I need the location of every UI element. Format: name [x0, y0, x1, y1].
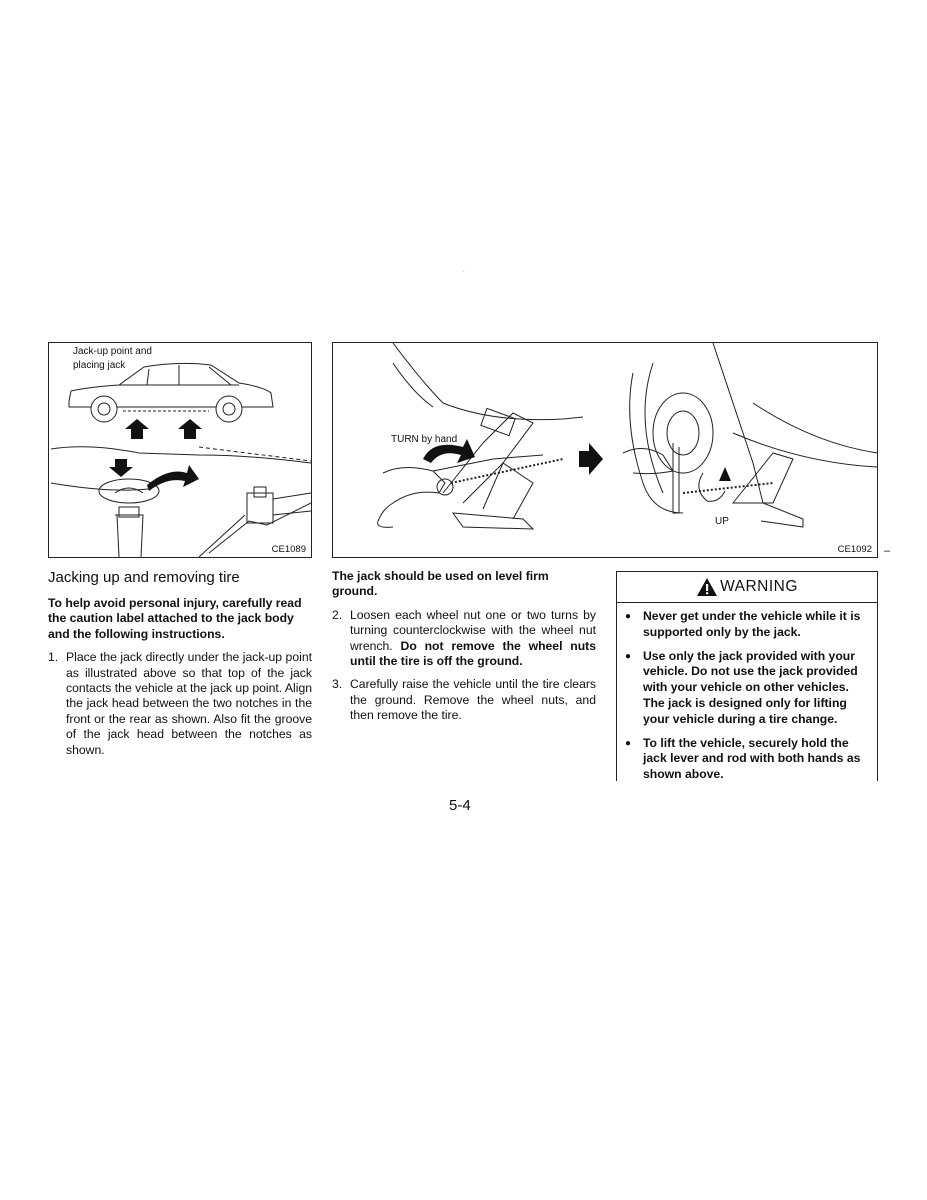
figure-raising-vehicle [332, 342, 878, 558]
bullet-icon: ● [625, 611, 632, 622]
warning-list [617, 603, 877, 783]
column-left [48, 569, 312, 766]
step-1 [48, 650, 312, 758]
stray-dot: . [463, 268, 465, 274]
intro-caution: To help avoid personal injury, carefully read the caution label attached to the jack body and the following instructions. [48, 596, 302, 641]
figure1-label-line1: Jack-up point and [73, 346, 152, 357]
warning-box [616, 571, 878, 781]
warning-item-text: Never get under the vehicle while it is supported only by the jack. [643, 609, 861, 639]
step-2 [332, 608, 596, 670]
warning-item [625, 736, 869, 783]
warning-item [625, 649, 869, 728]
bullet-icon: ● [625, 650, 632, 662]
figure1-code: CE1089 [271, 544, 306, 555]
step-1-text: Place the jack directly under the jack-up point as illustrated above so that top of the jack contacts the vehicle at the jack up point. Align the jack head between the two notches in the front or the rear as shown. Also fit the groove of the jack head between the notches as shown. [66, 650, 312, 757]
step-3 [332, 677, 596, 723]
up-label: UP [715, 516, 729, 527]
step-3-text: Carefully raise the vehicle until the tire clears the ground. Remove the wheel nuts, and then remove the tire. [350, 677, 596, 723]
warning-item-text: Use only the jack provided with your vehicle. Do not use the jack provided with your vehicle on other vehicles. The jack is designed only for lifting your vehicle during a tire change. [643, 648, 858, 726]
step-1-number: 1. [48, 650, 59, 665]
step-2-body [350, 608, 596, 670]
step-3-number: 3. [332, 677, 343, 692]
level-ground-note: The jack should be used on level firm ground. [332, 569, 549, 599]
bullet-icon: ● [625, 737, 632, 749]
warning-title: WARNING [720, 578, 798, 595]
column-middle [332, 569, 596, 732]
page-number: 5-4 [449, 797, 471, 814]
warning-item [625, 609, 869, 641]
section-title: Jacking up and removing tire [48, 569, 240, 586]
warning-item-text: To lift the vehicle, securely hold the jack lever and rod with both hands as shown above. [643, 735, 861, 782]
margin-dash: – [884, 545, 891, 557]
step-2-text: Loosen each wheel nut one or two turns by turning counterclockwise with the wheel nut wrench. [350, 607, 596, 653]
warning-header [617, 572, 877, 603]
figure-jack-up-point [48, 342, 312, 558]
figure1-label-line2: placing jack [73, 360, 126, 371]
step-2-bold-text: Do not remove the wheel nuts until the tire is off the ground. [350, 638, 597, 669]
step-2-number: 2. [332, 607, 343, 622]
warning-triangle-icon [696, 577, 718, 597]
turn-by-hand-label: TURN by hand [391, 434, 458, 445]
figure2-code: CE1092 [837, 544, 872, 555]
jack-up-point-illustration [49, 343, 311, 557]
raising-vehicle-illustration [333, 343, 877, 557]
